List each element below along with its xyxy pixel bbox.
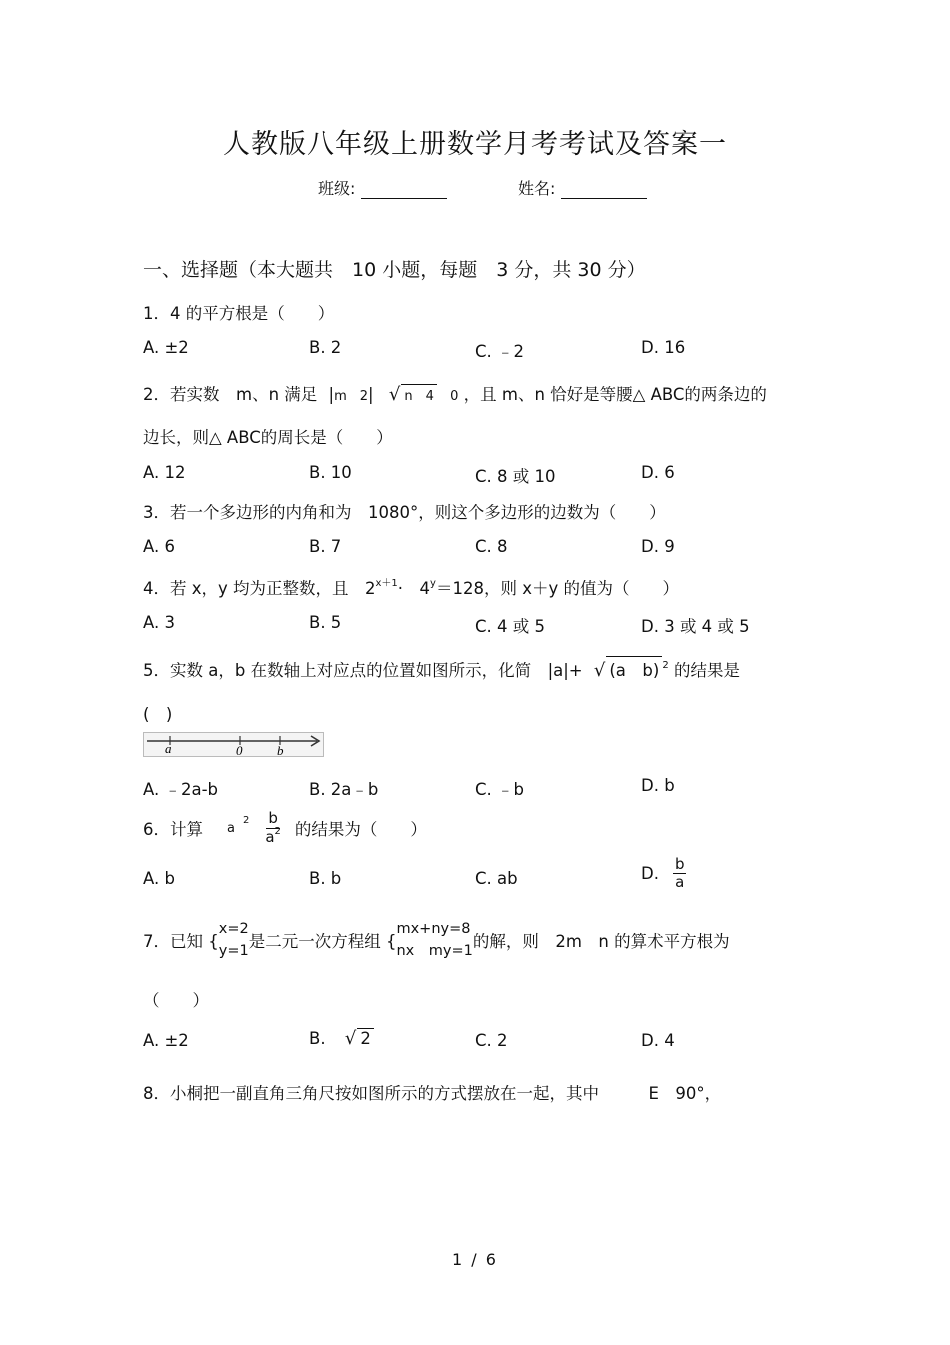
- q5-sqrt-expr: (a b): [606, 656, 662, 681]
- q7-option-d: D. 4: [641, 1031, 675, 1050]
- number-line-figure: [143, 732, 325, 758]
- question-5-line2: ( ): [143, 705, 173, 724]
- q2-option-b: B. 10: [309, 463, 352, 482]
- q7-sys1-top: x=2: [218, 920, 249, 937]
- q6-option-d: [641, 856, 686, 892]
- q2-option-c: C. 8 或 10: [475, 467, 556, 486]
- q2-sqrt-expr: n 4: [401, 384, 437, 404]
- q7-option-b-label: B.: [309, 1029, 326, 1048]
- q6-option-d-fraction: [673, 856, 687, 892]
- question-2: 2．若实数 m、n 满足 |m 2| √ n 4 0 ，且 m、n 恰好是等腰△ ABC的两条边的: [143, 384, 767, 405]
- q6-option-b: B. b: [309, 869, 342, 888]
- question-7: [143, 914, 730, 966]
- q7-sys1-bot: y=1: [218, 943, 249, 959]
- axis-label-b: b: [277, 743, 284, 758]
- q6-option-d-den: a: [675, 873, 685, 892]
- q7-option-b: B. √ 2: [309, 1028, 374, 1049]
- axis-label-a: a: [165, 741, 172, 756]
- q7-system-2: [396, 918, 472, 963]
- q7-sys2-bot: nx my=1: [396, 943, 473, 959]
- question-8: 8．小桐把一副直角三角尺按如图所示的方式摆放在一起，其中 E 90°，: [143, 1084, 722, 1103]
- question-1: 1．4 的平方根是（ ）: [143, 304, 335, 323]
- q5-prefix: 5．实数 a，b 在数轴上对应点的位置如图所示，化简 |a|+: [143, 661, 583, 680]
- q5-option-d: D. b: [641, 776, 675, 795]
- document-title: 人教版八年级上册数学月考考试及答案一: [223, 129, 727, 160]
- q7-suffix: 的解，则 2m n 的算术平方根为: [472, 932, 730, 951]
- q6-exp: 2: [242, 814, 250, 826]
- class-label: 班级:: [318, 179, 356, 198]
- q1-option-b: B. 2: [309, 338, 342, 357]
- class-blank: [361, 180, 447, 199]
- q4-suffix: ＝128，则 x＋y 的值为（ ）: [435, 579, 679, 598]
- q2-abs-expr: m 2: [334, 389, 369, 404]
- q4-option-c: C. 4 或 5: [475, 617, 545, 636]
- question-6: [143, 806, 427, 850]
- q5-option-a: A. ﹣2a-b: [143, 780, 219, 799]
- q6-base: a: [227, 820, 235, 836]
- axis-label-0: 0: [236, 743, 243, 758]
- q6-prefix: 6．计算: [143, 820, 203, 839]
- q1-option-d: D. 16: [641, 338, 686, 357]
- section-heading: 一、选择题（本大题共 10 小题，每题 3 分，共 30 分）: [143, 259, 646, 281]
- q5-exp: 2: [662, 660, 669, 671]
- q6-frac-den-exp: 2: [274, 825, 281, 837]
- q5-option-b: B. 2a﹣b: [309, 780, 379, 799]
- q4-option-a: A. 3: [143, 613, 175, 632]
- name-blank: [561, 180, 647, 199]
- q1-option-c: C. ﹣2: [475, 342, 525, 361]
- q6-option-a: A. b: [143, 869, 175, 888]
- q2-prefix: 2．若实数 m、n 满足: [143, 385, 318, 404]
- q4-exp1: x＋1: [375, 578, 398, 589]
- q6-option-d-num: b: [674, 855, 685, 873]
- q3-option-d: D. 9: [641, 537, 675, 556]
- class-field: [318, 176, 447, 199]
- question-3: 3．若一个多边形的内角和为 1080°，则这个多边形的边数为（ ）: [143, 503, 666, 522]
- question-5: 5．实数 a，b 在数轴上对应点的位置如图所示，化简 |a|+ √ (a b) $^2$ 的结果是: [143, 656, 740, 681]
- q6-suffix: 的结果为（ ）: [294, 820, 427, 839]
- q3-option-a: A. 6: [143, 537, 175, 556]
- question-7-line2: （ ）: [143, 991, 209, 1010]
- q4-exp2: y: [430, 578, 436, 589]
- q3-option-b: B. 7: [309, 537, 342, 556]
- q2-option-d: D. 6: [641, 463, 675, 482]
- q7-option-b-sqrt: 2: [357, 1028, 374, 1048]
- q6-frac-den: a: [265, 827, 275, 846]
- q2-suffix: ，且 m、n 恰好是等腰△ ABC的两条边的: [463, 385, 767, 404]
- q6-option-d-label: D.: [641, 864, 659, 884]
- q7-prefix: 7．已知 {: [143, 932, 219, 951]
- q4-option-d: D. 3 或 4 或 5: [641, 617, 750, 636]
- name-label: 姓名:: [518, 179, 556, 198]
- question-2-line2: 边长，则△ ABC的周长是（ ）: [143, 428, 393, 447]
- q4-option-b: B. 5: [309, 613, 342, 632]
- q5-option-c: C. ﹣b: [475, 780, 524, 799]
- q5-suffix: 的结果是: [673, 661, 740, 680]
- q6-fraction: [265, 810, 281, 846]
- q4-prefix: 4．若 x，y 均为正整数，且 2: [143, 579, 376, 598]
- q3-option-c: C. 8: [475, 537, 508, 556]
- name-field: [518, 176, 647, 199]
- question-4: [143, 575, 679, 599]
- q7-option-c: C. 2: [475, 1031, 508, 1050]
- q1-option-a: A. ±2: [143, 338, 189, 357]
- q6-option-c: C. ab: [475, 869, 518, 888]
- q7-sys2-top: mx+ny=8: [396, 920, 471, 937]
- q7-option-a: A. ±2: [143, 1031, 189, 1050]
- q7-system-1: [219, 918, 249, 963]
- q2-zero: 0: [450, 389, 459, 404]
- q2-option-a: A. 12: [143, 463, 186, 482]
- page-number: 1 / 6: [452, 1250, 498, 1269]
- q6-frac-num: b: [268, 809, 278, 828]
- q7-mid: 是二元一次方程组 {: [248, 932, 397, 951]
- q4-mid: · 4: [397, 579, 431, 598]
